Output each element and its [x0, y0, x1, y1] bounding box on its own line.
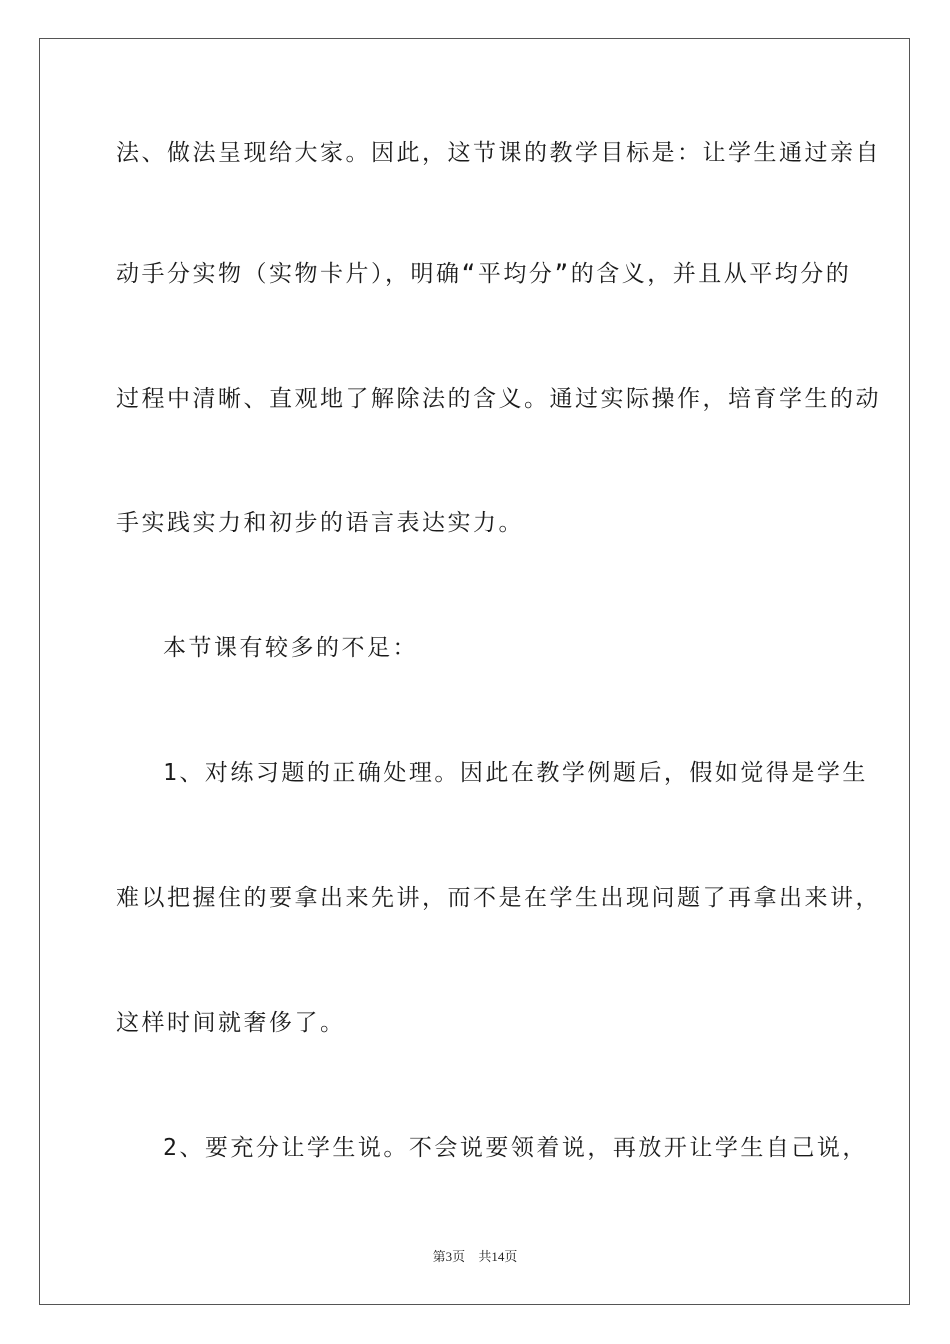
page-border: [39, 38, 910, 1305]
body-line-5: 本节课有较多的不足：: [163, 635, 418, 661]
page-footer: [0, 1246, 950, 1265]
page-total: 共14页: [478, 1249, 518, 1264]
body-line-7: 难以把握住的要拿出来先讲，而不是在学生出现问题了再拿出来讲，: [116, 885, 881, 911]
body-line-4: 手实践实力和初步的语言表达实力。: [116, 510, 524, 536]
body-line-6: 1、对练习题的正确处理。因此在教学例题后，假如觉得是学生: [163, 760, 868, 786]
body-line-3: 过程中清晰、直观地了解除法的含义。通过实际操作，培育学生的动: [116, 386, 881, 412]
body-line-8: 这样时间就奢侈了。: [116, 1010, 346, 1036]
body-line-2: 动手分实物（实物卡片），明确“平均分”的含义，并且从平均分的: [116, 261, 852, 287]
body-line-1: 法、做法呈现给大家。因此，这节课的教学目标是：让学生通过亲自: [116, 140, 881, 166]
body-line-9: 2、要充分让学生说。不会说要领着说，再放开让学生自己说，: [163, 1135, 868, 1161]
page-number: 第3页: [432, 1249, 466, 1264]
